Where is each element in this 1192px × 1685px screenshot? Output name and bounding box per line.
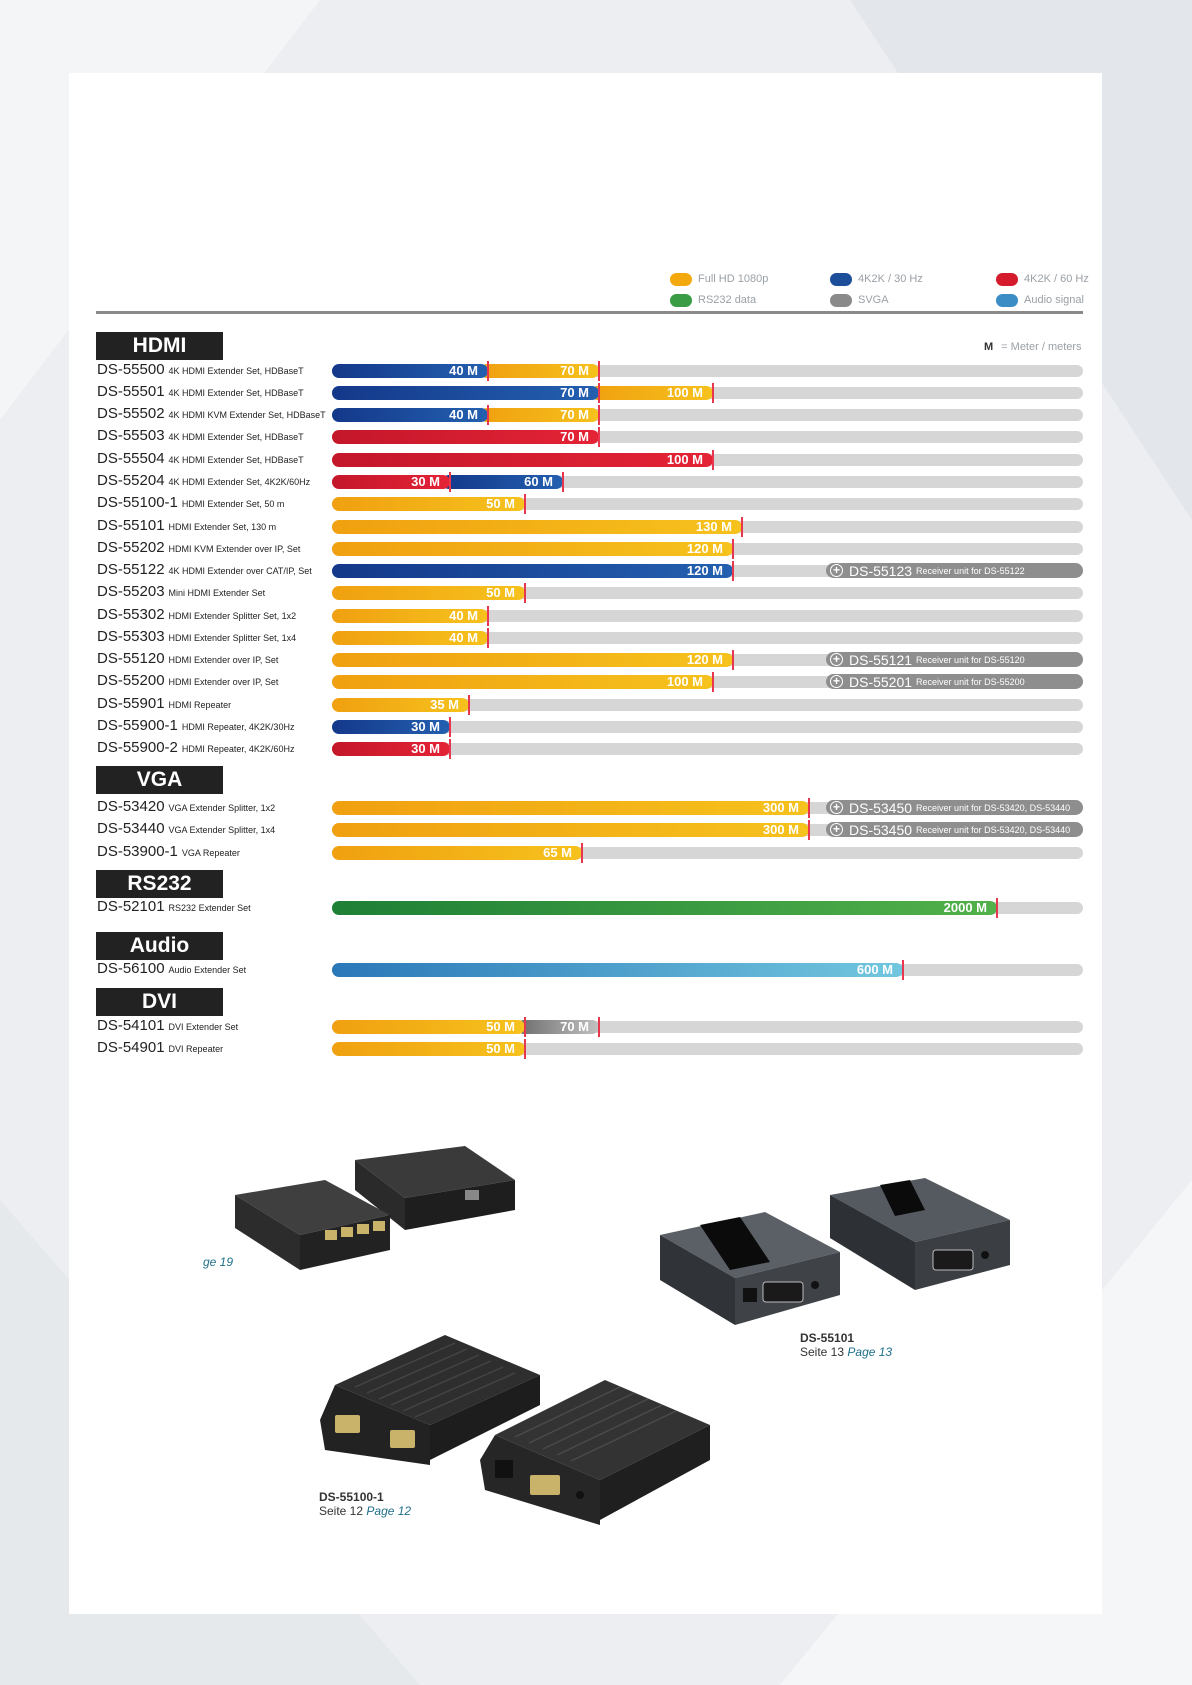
product-code: DS-55504 xyxy=(97,450,165,467)
product-desc: VGA Repeater xyxy=(181,848,240,858)
product-desc: 4K HDMI Extender Set, HDBaseT xyxy=(168,366,304,376)
product-code: DS-55900-2 xyxy=(97,739,178,756)
legend-swatch xyxy=(996,294,1018,307)
product-row-label xyxy=(97,819,275,840)
distance-value-label: 70 M xyxy=(560,1019,589,1034)
product-desc: HDMI Extender Set, 50 m xyxy=(181,499,285,509)
distance-value-label: 30 M xyxy=(411,719,440,734)
distance-value-label: 30 M xyxy=(411,741,440,756)
distance-value-label: 120 M xyxy=(686,541,723,556)
plus-icon: + xyxy=(830,653,843,666)
product-desc: 4K HDMI Extender Set, HDBaseT xyxy=(168,432,304,442)
legend-label: RS232 data xyxy=(698,294,757,306)
product-row-label xyxy=(97,582,265,603)
caption-ds55101-seite: Seite 13 xyxy=(800,1345,845,1359)
legend-swatch xyxy=(670,294,692,307)
product-code: DS-55900-1 xyxy=(97,717,178,734)
legend-label: Audio signal xyxy=(1024,294,1084,306)
distance-value-label: 300 M xyxy=(762,822,799,837)
caption-ds55100-1-code: DS-55100-1 xyxy=(319,1490,384,1504)
product-desc: RS232 Extender Set xyxy=(168,903,251,913)
meters-symbol: M xyxy=(984,341,994,353)
product-desc: VGA Extender Splitter, 1x4 xyxy=(168,825,276,835)
product-desc: HDMI Extender Set, 130 m xyxy=(168,522,277,532)
product-code: DS-55122 xyxy=(97,561,165,578)
product-row-label xyxy=(97,1038,223,1059)
legend-swatch xyxy=(670,273,692,286)
section-header-rs232: RS232 xyxy=(96,870,223,898)
distance-marker xyxy=(598,1017,600,1037)
distance-marker xyxy=(581,843,583,863)
product-desc: 4K HDMI Extender Set, HDBaseT xyxy=(168,455,304,465)
receiver-pill xyxy=(826,800,1083,815)
distance-value-label: 70 M xyxy=(560,363,589,378)
distance-value-label: 2000 M xyxy=(943,900,987,915)
legend-label: Full HD 1080p xyxy=(698,273,769,285)
product-row-label xyxy=(97,404,326,425)
product-desc: HDMI Extender over IP, Set xyxy=(168,677,279,687)
product-row-label xyxy=(97,449,304,470)
product-desc: HDMI Repeater xyxy=(168,700,232,710)
distance-marker xyxy=(449,472,451,492)
product-desc: HDMI Extender Splitter Set, 1x2 xyxy=(168,611,297,621)
legend-label: 4K2K / 30 Hz xyxy=(858,273,923,285)
product-row-label xyxy=(97,897,251,918)
distance-marker xyxy=(524,1017,526,1037)
product-row-label xyxy=(97,426,304,447)
distance-value-label: 50 M xyxy=(486,585,515,600)
distance-marker xyxy=(487,405,489,425)
caption-ds55101-page: Page 13 xyxy=(847,1345,893,1359)
product-photo-ds55101 xyxy=(655,1170,1015,1340)
legend-swatch xyxy=(830,273,852,286)
product-code: DS-53900-1 xyxy=(97,843,178,860)
legend-item xyxy=(996,292,1084,308)
distance-marker xyxy=(449,739,451,759)
product-desc: 4K HDMI Extender over CAT/IP, Set xyxy=(168,566,312,576)
distance-marker xyxy=(598,405,600,425)
distance-marker xyxy=(732,561,734,581)
product-photo-hdbaset-extender xyxy=(225,1140,525,1270)
legend-item xyxy=(670,271,768,287)
product-code: DS-55200 xyxy=(97,672,165,689)
product-desc: VGA Extender Splitter, 1x2 xyxy=(168,803,276,813)
product-code: DS-55202 xyxy=(97,539,165,556)
receiver-desc: Receiver unit for DS-55200 xyxy=(916,676,1025,687)
plus-icon: + xyxy=(830,675,843,688)
distance-marker xyxy=(712,383,714,403)
legend-item xyxy=(830,271,923,287)
receiver-code: DS-55121 xyxy=(849,651,913,668)
product-desc: Mini HDMI Extender Set xyxy=(168,588,266,598)
product-desc: DVI Repeater xyxy=(168,1044,224,1054)
legend-swatch xyxy=(996,273,1018,286)
receiver-code: DS-53450 xyxy=(849,799,913,816)
product-code: DS-55302 xyxy=(97,606,165,623)
product-row-label xyxy=(97,605,296,626)
distance-marker xyxy=(487,606,489,626)
distance-value-label: 600 M xyxy=(856,962,893,977)
legend-item xyxy=(830,292,889,308)
legend-swatch xyxy=(830,294,852,307)
product-row-label xyxy=(97,538,300,559)
meters-text: = Meter / meters xyxy=(1001,341,1082,353)
product-desc: 4K HDMI KVM Extender Set, HDBaseT xyxy=(168,410,326,420)
product-desc: Audio Extender Set xyxy=(168,965,247,975)
product-row-label xyxy=(97,842,240,863)
product-code: DS-55204 xyxy=(97,472,165,489)
caption-ds55100-1-page: Page 12 xyxy=(366,1504,412,1518)
distance-value-label: 40 M xyxy=(449,630,478,645)
caption-topleft-page: ge 19 xyxy=(203,1255,234,1269)
distance-marker xyxy=(598,361,600,381)
distance-marker xyxy=(598,427,600,447)
product-row-label xyxy=(97,694,231,715)
product-row-label xyxy=(97,1016,238,1037)
meters-note xyxy=(984,341,1082,353)
receiver-desc: Receiver unit for DS-53420, DS-53440 xyxy=(916,824,1071,835)
receiver-pill xyxy=(826,822,1083,837)
section-header-dvi: DVI xyxy=(96,988,223,1016)
product-desc: HDMI Extender over IP, Set xyxy=(168,655,279,665)
product-code: DS-53420 xyxy=(97,798,165,815)
distance-value-label: 70 M xyxy=(560,385,589,400)
receiver-pill xyxy=(826,674,1083,689)
product-desc: HDMI Extender Splitter Set, 1x4 xyxy=(168,633,297,643)
distance-marker xyxy=(712,672,714,692)
product-row-label xyxy=(97,627,296,648)
product-code: DS-56100 xyxy=(97,960,165,977)
receiver-pill xyxy=(826,563,1083,578)
legend-label: 4K2K / 60 Hz xyxy=(1024,273,1089,285)
product-code: DS-55303 xyxy=(97,628,165,645)
distance-marker xyxy=(902,960,904,980)
distance-value-label: 70 M xyxy=(560,407,589,422)
product-row-label xyxy=(97,382,304,403)
product-row-label xyxy=(97,360,304,381)
product-row-label xyxy=(97,560,312,581)
distance-value-label: 130 M xyxy=(695,519,732,534)
caption-ds55100-1-seite: Seite 12 xyxy=(319,1504,364,1518)
product-code: DS-55500 xyxy=(97,361,165,378)
caption-ds55101 xyxy=(800,1331,892,1359)
distance-marker xyxy=(468,695,470,715)
distance-marker xyxy=(524,583,526,603)
distance-marker xyxy=(996,898,998,918)
distance-marker xyxy=(562,472,564,492)
distance-marker xyxy=(808,820,810,840)
distance-marker xyxy=(487,628,489,648)
product-row-label xyxy=(97,516,276,537)
distance-value-label: 30 M xyxy=(411,474,440,489)
receiver-pill xyxy=(826,652,1083,667)
product-desc: DVI Extender Set xyxy=(168,1022,239,1032)
receiver-code: DS-53450 xyxy=(849,821,913,838)
distance-marker xyxy=(741,517,743,537)
product-code: DS-55901 xyxy=(97,695,165,712)
product-code: DS-55501 xyxy=(97,383,165,400)
legend-label: SVGA xyxy=(858,294,889,306)
product-row-label xyxy=(97,471,310,492)
product-code: DS-52101 xyxy=(97,898,165,915)
section-header-vga: VGA xyxy=(96,766,223,794)
product-code: DS-55203 xyxy=(97,583,165,600)
distance-value-label: 50 M xyxy=(486,496,515,511)
distance-value-label: 100 M xyxy=(666,674,703,689)
plus-icon: + xyxy=(830,823,843,836)
distance-value-label: 40 M xyxy=(449,407,478,422)
legend-divider xyxy=(96,311,1083,314)
product-code: DS-55120 xyxy=(97,650,165,667)
distance-marker xyxy=(712,450,714,470)
product-code: DS-54901 xyxy=(97,1039,165,1056)
distance-marker xyxy=(487,361,489,381)
distance-value-label: 50 M xyxy=(486,1019,515,1034)
section-header-hdmi: HDMI xyxy=(96,332,223,360)
product-row-label xyxy=(97,797,275,818)
distance-value-label: 50 M xyxy=(486,1041,515,1056)
product-row-label xyxy=(97,671,278,692)
receiver-desc: Receiver unit for DS-55120 xyxy=(916,654,1025,665)
distance-marker xyxy=(732,650,734,670)
receiver-code: DS-55201 xyxy=(849,673,913,690)
product-code: DS-55502 xyxy=(97,405,165,422)
product-row-label xyxy=(97,959,246,980)
distance-value-label: 40 M xyxy=(449,363,478,378)
distance-marker xyxy=(524,1039,526,1059)
receiver-code: DS-55123 xyxy=(849,562,913,579)
receiver-desc: Receiver unit for DS-53420, DS-53440 xyxy=(916,802,1071,813)
product-code: DS-55100-1 xyxy=(97,494,178,511)
distance-value-label: 70 M xyxy=(560,429,589,444)
distance-marker xyxy=(598,383,600,403)
product-code: DS-55101 xyxy=(97,517,165,534)
distance-value-label: 65 M xyxy=(543,845,572,860)
product-desc: HDMI Repeater, 4K2K/60Hz xyxy=(181,744,295,754)
product-code: DS-54101 xyxy=(97,1017,165,1034)
section-header-audio: Audio xyxy=(96,932,223,960)
legend-item xyxy=(670,292,756,308)
distance-value-label: 35 M xyxy=(430,697,459,712)
distance-value-label: 100 M xyxy=(666,385,703,400)
caption-ds55100-1 xyxy=(319,1490,411,1518)
caption-topleft xyxy=(203,1255,233,1269)
product-desc: HDMI Repeater, 4K2K/30Hz xyxy=(181,722,295,732)
product-row-label xyxy=(97,649,278,670)
product-row-label xyxy=(97,493,284,514)
product-row-label xyxy=(97,738,294,759)
product-photo-ds55100-1 xyxy=(315,1325,735,1585)
legend-item xyxy=(996,271,1089,287)
distance-value-label: 60 M xyxy=(524,474,553,489)
distance-marker xyxy=(449,717,451,737)
product-desc: 4K HDMI Extender Set, 4K2K/60Hz xyxy=(168,477,311,487)
distance-value-label: 300 M xyxy=(762,800,799,815)
distance-value-label: 120 M xyxy=(686,652,723,667)
distance-value-label: 40 M xyxy=(449,608,478,623)
distance-marker xyxy=(524,494,526,514)
product-row-label xyxy=(97,716,294,737)
receiver-desc: Receiver unit for DS-55122 xyxy=(916,565,1025,576)
product-code: DS-53440 xyxy=(97,820,165,837)
plus-icon: + xyxy=(830,801,843,814)
plus-icon: + xyxy=(830,564,843,577)
product-desc: HDMI KVM Extender over IP, Set xyxy=(168,544,301,554)
distance-marker xyxy=(808,798,810,818)
distance-value-label: 100 M xyxy=(666,452,703,467)
caption-ds55101-code: DS-55101 xyxy=(800,1331,855,1345)
product-code: DS-55503 xyxy=(97,427,165,444)
distance-value-label: 120 M xyxy=(686,563,723,578)
distance-marker xyxy=(732,539,734,559)
product-desc: 4K HDMI Extender Set, HDBaseT xyxy=(168,388,304,398)
